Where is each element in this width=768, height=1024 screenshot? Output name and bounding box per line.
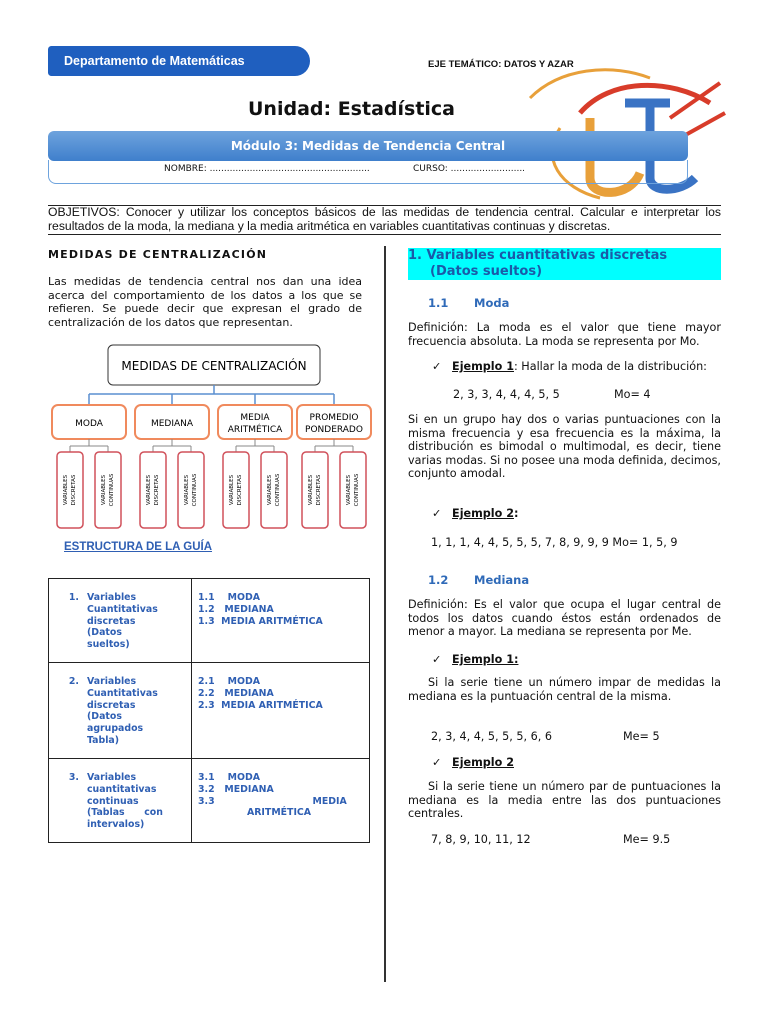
guide-topic-line: sueltos) <box>87 639 130 651</box>
diagram-branch-label: MEDIANA <box>150 419 194 429</box>
diagram-leaf-box <box>95 452 121 528</box>
diagram-branch-label: MEDIA <box>240 413 270 423</box>
guide-topic-line: Tabla) <box>87 734 120 746</box>
guide-topic-number: 2. <box>68 676 79 687</box>
diagram-leaf-box <box>140 452 166 528</box>
diagram-leaf-box <box>302 452 328 528</box>
diagram-leaf-box <box>261 452 287 528</box>
guide-topic-text <box>87 772 172 831</box>
guide-topic-line: (Tablas con <box>87 807 163 819</box>
moda-ej1-result: Mo= 4 <box>614 388 651 401</box>
diagram-leaf-label: VARIABLES <box>184 474 190 506</box>
guide-topic-line: Variables <box>87 592 137 603</box>
diagram-leaf-label: DISCRETAS <box>154 474 160 506</box>
guide-item: 2.1 MODA <box>198 676 260 687</box>
mediana-ej2-result: Me= 9.5 <box>623 833 671 846</box>
diagram-root-label: MEDIDAS DE CENTRALIZACIÓN <box>121 359 307 373</box>
mediana-subheading <box>428 573 529 587</box>
moda-note: Si en un grupo hay dos o varias puntuaciones con la misma frecuencia y esa frecuencia es la máxima, la distribución es bimodal o multimodal, es decir, tiene varias modas. Si no posee una moda definida, decimos, conjunto amodal. <box>408 413 721 480</box>
mediana-ej1-text: Si la serie tiene un número impar de medidas la mediana es la puntuación central de la misma. <box>408 676 721 703</box>
guide-topic-line: discretas <box>87 615 136 627</box>
name-field[interactable]: NOMBRE: ........................................................ <box>164 164 370 174</box>
centralization-diagram <box>48 342 378 532</box>
diagram-leaf-label: DISCRETAS <box>237 474 243 506</box>
guide-topic-line: Variables <box>87 676 137 687</box>
guide-item: 3.2 MEDIANA <box>198 783 274 795</box>
guide-item: 1.1 MODA <box>198 592 260 603</box>
column-divider <box>384 246 386 982</box>
mediana-ej2-data: 7, 8, 9, 10, 11, 12 <box>431 833 531 846</box>
diagram-branch-label: PROMEDIO <box>309 413 359 423</box>
example-label: Ejemplo 1: <box>452 653 519 666</box>
diagram-leaf-label: CONTINUAS <box>275 473 281 507</box>
guide-item: ARITMÉTICA <box>198 807 312 819</box>
example-label: Ejemplo 2 <box>452 507 514 520</box>
section-heading: MEDIDAS DE CENTRALIZACIÓN <box>48 248 268 261</box>
mediana-number: 1.2 <box>428 573 449 587</box>
mediana-title: Mediana <box>474 573 530 587</box>
guide-title: ESTRUCTURA DE LA GUÍA <box>64 541 213 553</box>
guide-item: 1.3 MEDIA ARITMÉTICA <box>198 615 323 627</box>
heading-line-1: 1. Variables cuantitativas discretas <box>408 248 668 263</box>
mediana-definition: Definición: Es el valor que ocupa el lugar central de todos los datos cuando éstos están ordenados de menor a mayor. La mediana se representa por Me. <box>408 598 721 638</box>
guide-topic-line: discretas <box>87 699 136 711</box>
diagram-leaf-label: CONTINUAS <box>354 473 360 507</box>
example-label: Ejemplo 2 <box>452 756 514 769</box>
guide-topic-text <box>87 676 172 747</box>
mediana-ej2-text: Si la serie tiene un número par de puntuaciones la mediana es la media entre las dos puntuaciones centrales. <box>408 780 721 820</box>
department-banner: Departamento de Matemáticas <box>48 46 310 76</box>
guide-topic-line: agrupados <box>87 723 144 735</box>
guide-topic-number: 1. <box>68 592 79 603</box>
example-label: Ejemplo 1 <box>452 360 514 373</box>
moda-example-2 <box>432 507 518 521</box>
table-row <box>49 663 370 759</box>
guide-topic-line: Cuantitativas <box>87 603 158 615</box>
guide-topic-line: Cuantitativas <box>87 687 158 699</box>
guide-topic-text <box>87 592 172 651</box>
check-icon: ✓ <box>432 756 442 769</box>
guide-topic-line: Variables <box>87 772 137 783</box>
moda-definition: Definición: La moda es el valor que tiene mayor frecuencia absoluta. La moda se representa por Mo. <box>408 321 721 348</box>
check-icon: ✓ <box>432 653 442 666</box>
mediana-example-1 <box>432 653 518 667</box>
mediana-example-2 <box>432 756 514 770</box>
guide-topic-line: (Datos <box>87 711 122 723</box>
heading-line-2: (Datos sueltos) <box>430 264 543 279</box>
guide-item: 3.3 MEDIA <box>198 795 347 807</box>
moda-ej2-data: 1, 1, 1, 4, 4, 5, 5, 5, 7, 8, 9, 9, 9 Mo= 1, 5, 9 <box>431 536 678 549</box>
diagram-branch-label: MODA <box>75 419 103 429</box>
guide-topic-cell <box>49 663 192 759</box>
objectives-text: OBJETIVOS: Conocer y utilizar los conceptos básicos de las medidas de tendencia central. Calcular e interpretar los resultados de la moda, la mediana y la media aritmética en variables cuantitativas continuas y discretas. <box>48 205 721 233</box>
table-row <box>49 759 370 843</box>
guide-topic-line: cuantitativas <box>87 783 157 795</box>
guide-items-cell <box>192 579 370 663</box>
diagram-leaf-box <box>340 452 366 528</box>
diagram-leaf-box <box>178 452 204 528</box>
guide-topic-line: (Datos <box>87 627 122 639</box>
diagram-branch-label: PONDERADO <box>305 425 363 435</box>
curso-field[interactable]: CURSO: .......................... <box>413 164 526 174</box>
diagram-leaf-box <box>57 452 83 528</box>
guide-items-cell <box>192 759 370 843</box>
diagram-leaf-label: VARIABLES <box>267 474 273 506</box>
example-text: : Hallar la moda de la distribución: <box>513 360 707 373</box>
check-icon: ✓ <box>432 360 442 373</box>
diagram-leaf-label: VARIABLES <box>63 474 69 506</box>
guide-item: 3.1 MODA <box>198 772 260 783</box>
diagram-leaf-label: DISCRETAS <box>316 474 322 506</box>
diagram-leaf-label: VARIABLES <box>146 474 152 506</box>
moda-number: 1.1 <box>428 296 449 310</box>
guide-items-cell <box>192 663 370 759</box>
moda-subheading <box>428 296 509 310</box>
unit-title: Unidad: Estadística <box>248 98 455 120</box>
guide-topic-cell <box>49 579 192 663</box>
divider <box>48 234 721 235</box>
diagram-leaf-label: CONTINUAS <box>109 473 115 507</box>
diagram-branch-label: ARITMÉTICA <box>227 425 283 435</box>
guide-item: 2.2 MEDIANA <box>198 687 274 699</box>
mediana-ej1-data: 2, 3, 4, 4, 5, 5, 5, 6, 6 <box>431 730 552 743</box>
guide-topic-line: continuas <box>87 795 139 807</box>
diagram-leaf-label: VARIABLES <box>229 474 235 506</box>
moda-title: Moda <box>474 296 510 310</box>
diagram-leaf-label: CONTINUAS <box>192 473 198 507</box>
mediana-ej1-result: Me= 5 <box>623 730 660 743</box>
guide-item: 1.2 MEDIANA <box>198 603 274 615</box>
moda-ej1-data: 2, 3, 3, 4, 4, 4, 5, 5 <box>453 388 560 401</box>
guide-topic-number: 3. <box>68 772 79 783</box>
guide-topic-cell <box>49 759 192 843</box>
diagram-leaf-label: VARIABLES <box>308 474 314 506</box>
intro-paragraph: Las medidas de tendencia central nos dan una idea acerca del comportamiento de los datos a los que se refieren. Se puede decir que expresan el grado de centralización de los datos que representan. <box>48 275 362 329</box>
diagram-leaf-label: VARIABLES <box>101 474 107 506</box>
module-title-bar: Módulo 3: Medidas de Tendencia Central <box>48 131 688 161</box>
guide-table <box>48 578 370 843</box>
check-icon: ✓ <box>432 507 442 520</box>
variables-heading <box>408 248 721 280</box>
moda-example-1 <box>432 360 707 374</box>
guide-item: 2.3 MEDIA ARITMÉTICA <box>198 699 323 711</box>
table-row <box>49 579 370 663</box>
eje-tematico: EJE TEMÁTICO: DATOS Y AZAR <box>428 59 574 70</box>
diagram-leaf-label: DISCRETAS <box>71 474 77 506</box>
diagram-leaf-box <box>223 452 249 528</box>
diagram-leaf-label: VARIABLES <box>346 474 352 506</box>
example-colon: : <box>513 507 519 520</box>
guide-topic-line: intervalos) <box>87 819 145 831</box>
